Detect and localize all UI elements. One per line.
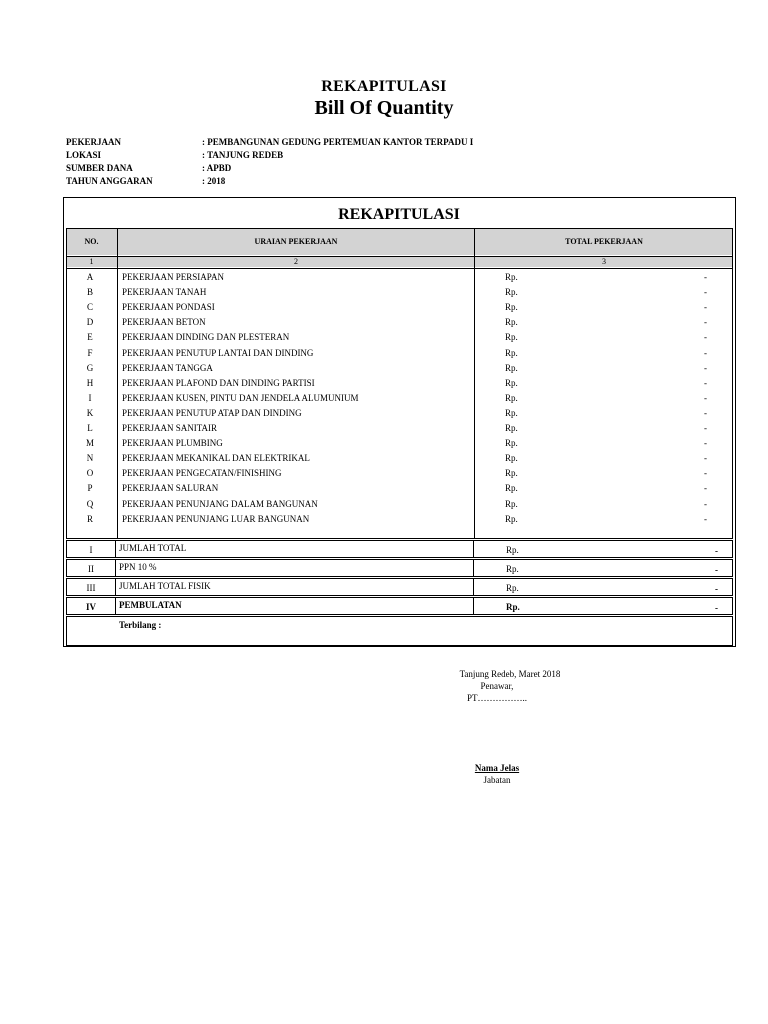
summary-desc: PEMBULATAN: [119, 600, 182, 610]
row-amount: -: [704, 407, 707, 418]
row-currency: Rp.: [505, 513, 518, 524]
info-row-tahun-anggaran: [66, 175, 473, 188]
row-currency: Rp.: [505, 302, 518, 313]
row-code: Q: [86, 498, 94, 509]
row-code: K: [86, 407, 94, 418]
row-code: C: [86, 302, 93, 313]
summary-currency: Rp.: [506, 583, 519, 593]
table-row: [64, 408, 734, 423]
row-currency: Rp.: [505, 392, 518, 403]
summary-divider: [115, 541, 116, 557]
row-amount: -: [704, 317, 707, 328]
summary-row-ppn: [66, 559, 733, 577]
row-code: I: [88, 392, 92, 403]
info-label: TAHUN ANGGARAN: [66, 176, 153, 186]
row-code: A: [86, 272, 94, 282]
table-row: [64, 317, 734, 332]
terbilang-label: Terbilang :: [119, 620, 162, 630]
row-description: PEKERJAAN DINDING DAN PLESTERAN: [122, 332, 290, 343]
summary-code: II: [88, 564, 94, 574]
row-code: N: [86, 453, 94, 464]
summary-currency: Rp.: [506, 602, 520, 612]
summary-desc: JUMLAH TOTAL: [119, 543, 187, 553]
table-row: [64, 514, 734, 529]
summary-divider: [473, 579, 474, 595]
table-row: [64, 468, 734, 483]
summary-amount: -: [715, 546, 718, 556]
info-row-pekerjaan: [66, 136, 473, 149]
row-code: H: [86, 377, 94, 388]
row-amount: -: [704, 302, 707, 313]
row-description: PEKERJAAN PENUNJANG LUAR BANGUNAN: [122, 513, 310, 524]
row-currency: Rp.: [505, 347, 518, 358]
row-amount: -: [704, 438, 707, 449]
table-row: [64, 378, 734, 393]
row-code: B: [86, 287, 93, 298]
row-currency: Rp.: [505, 407, 518, 418]
row-currency: Rp.: [505, 287, 518, 298]
info-value: : 2018: [202, 176, 226, 186]
document-title: REKAPITULASI: [321, 78, 447, 95]
document-subtitle: Bill Of Quantity: [314, 97, 454, 119]
row-amount: -: [704, 483, 707, 494]
row-amount: -: [704, 332, 707, 343]
row-code: R: [86, 513, 93, 524]
row-description: PEKERJAAN MEKANIKAL DAN ELEKTRIKAL: [122, 453, 310, 464]
table-row: [64, 438, 734, 453]
header-total: TOTAL PEKERJAAN: [565, 237, 643, 246]
row-description: PEKERJAAN PENUTUP LANTAI DAN DINDING: [122, 347, 314, 358]
row-currency: Rp.: [505, 438, 518, 449]
summary-divider: [115, 560, 116, 576]
row-description: PEKERJAAN PENUNJANG DALAM BANGUNAN: [122, 498, 318, 509]
row-description: PEKERJAAN SANITAIR: [122, 423, 218, 433]
row-description: PEKERJAAN PLUMBING: [122, 438, 223, 449]
info-label: SUMBER DANA: [66, 163, 133, 173]
summary-code: I: [89, 545, 93, 555]
row-currency: Rp.: [505, 362, 518, 373]
info-value: : PEMBANGUNAN GEDUNG PERTEMUAN KANTOR TERPADU I: [202, 137, 474, 147]
row-amount: -: [704, 272, 707, 282]
row-amount: -: [704, 468, 707, 479]
summary-divider: [473, 541, 474, 557]
table-row: [64, 287, 734, 302]
table-row: [64, 363, 734, 378]
info-value: : TANJUNG REDEB: [202, 150, 284, 160]
row-amount: -: [704, 392, 707, 403]
table-row: [64, 348, 734, 363]
row-amount: -: [704, 347, 707, 358]
recap-table: [63, 197, 736, 647]
row-amount: -: [704, 287, 707, 298]
row-code: L: [87, 423, 93, 433]
row-code: P: [87, 483, 93, 494]
signature-position: Jabatan: [483, 775, 511, 785]
header-bottom-line: [66, 256, 733, 257]
row-code: M: [85, 438, 94, 449]
row-amount: -: [704, 362, 707, 373]
table-row: [64, 483, 734, 498]
row-description: PEKERJAAN PLAFOND DAN DINDING PARTISI: [122, 377, 315, 388]
header-uraian: URAIAN PEKERJAAN: [254, 237, 338, 246]
row-description: PEKERJAAN TANAH: [122, 287, 207, 298]
index-1: 1: [89, 257, 94, 266]
summary-divider: [115, 598, 116, 614]
row-code: O: [86, 468, 94, 479]
row-description: PEKERJAAN PENUTUP ATAP DAN DINDING: [122, 407, 302, 418]
summary-row-jumlah-total-fisik: [66, 578, 733, 596]
table-row: [64, 302, 734, 317]
row-code: E: [87, 332, 93, 343]
index-bottom-line: [66, 268, 733, 269]
row-description: PEKERJAAN PONDASI: [122, 302, 215, 313]
summary-amount: -: [715, 584, 718, 594]
terbilang-row: [66, 616, 733, 646]
summary-divider: [473, 560, 474, 576]
summary-code: III: [86, 583, 96, 593]
row-currency: Rp.: [505, 468, 518, 479]
row-amount: -: [704, 423, 707, 433]
project-info: [66, 136, 473, 188]
index-3: 3: [602, 257, 606, 266]
row-amount: -: [704, 513, 707, 524]
row-currency: Rp.: [505, 453, 518, 464]
row-description: PEKERJAAN PERSIAPAN: [122, 272, 224, 282]
row-currency: Rp.: [505, 377, 518, 388]
table-row: [64, 272, 734, 287]
summary-desc: JUMLAH TOTAL FISIK: [119, 581, 211, 591]
row-description: PEKERJAAN SALURAN: [122, 483, 219, 494]
index-2: 2: [294, 257, 298, 266]
signature-name: Nama Jelas: [474, 763, 520, 773]
row-description: PEKERJAAN TANGGA: [122, 362, 213, 373]
row-currency: Rp.: [505, 272, 518, 282]
summary-code: IV: [85, 602, 96, 612]
table-row: [64, 453, 734, 468]
table-row: [64, 393, 734, 408]
info-value: : APBD: [202, 163, 232, 173]
row-currency: Rp.: [505, 498, 518, 509]
summary-amount: -: [715, 603, 718, 613]
summary-currency: Rp.: [506, 564, 519, 574]
table-title: REKAPITULASI: [338, 206, 460, 223]
info-label: LOKASI: [66, 150, 102, 160]
header-top-line: [66, 228, 733, 229]
row-amount: -: [704, 453, 707, 464]
info-row-sumber-dana: [66, 162, 473, 175]
table-row: [64, 423, 734, 438]
row-code: G: [86, 362, 94, 373]
signature-role: Penawar,: [480, 681, 514, 691]
signature-company: PT……………..: [466, 693, 527, 703]
header-no: NO.: [84, 237, 99, 246]
row-amount: -: [704, 498, 707, 509]
summary-row-pembulatan: [66, 597, 733, 615]
info-label: PEKERJAAN: [66, 137, 122, 147]
info-row-lokasi: [66, 149, 473, 162]
row-currency: Rp.: [505, 483, 518, 494]
table-row: [64, 332, 734, 347]
table-row: [64, 499, 734, 514]
row-description: PEKERJAAN BETON: [122, 317, 206, 328]
row-currency: Rp.: [505, 317, 518, 328]
summary-amount: -: [715, 565, 718, 575]
summary-row-jumlah-total: [66, 540, 733, 558]
row-code: F: [87, 347, 93, 358]
row-currency: Rp.: [505, 423, 518, 433]
row-description: PEKERJAAN PENGECATAN/FINISHING: [122, 468, 282, 479]
summary-currency: Rp.: [506, 545, 519, 555]
row-description: PEKERJAAN KUSEN, PINTU DAN JENDELA ALUMUNIUM: [122, 392, 359, 403]
body-bottom-line: [66, 538, 733, 539]
row-currency: Rp.: [505, 332, 518, 343]
row-amount: -: [704, 377, 707, 388]
summary-divider: [473, 598, 474, 614]
summary-divider: [115, 579, 116, 595]
row-code: D: [86, 317, 94, 328]
summary-desc: PPN 10 %: [119, 562, 157, 572]
signature-place-date: Tanjung Redeb, Maret 2018: [459, 669, 561, 679]
